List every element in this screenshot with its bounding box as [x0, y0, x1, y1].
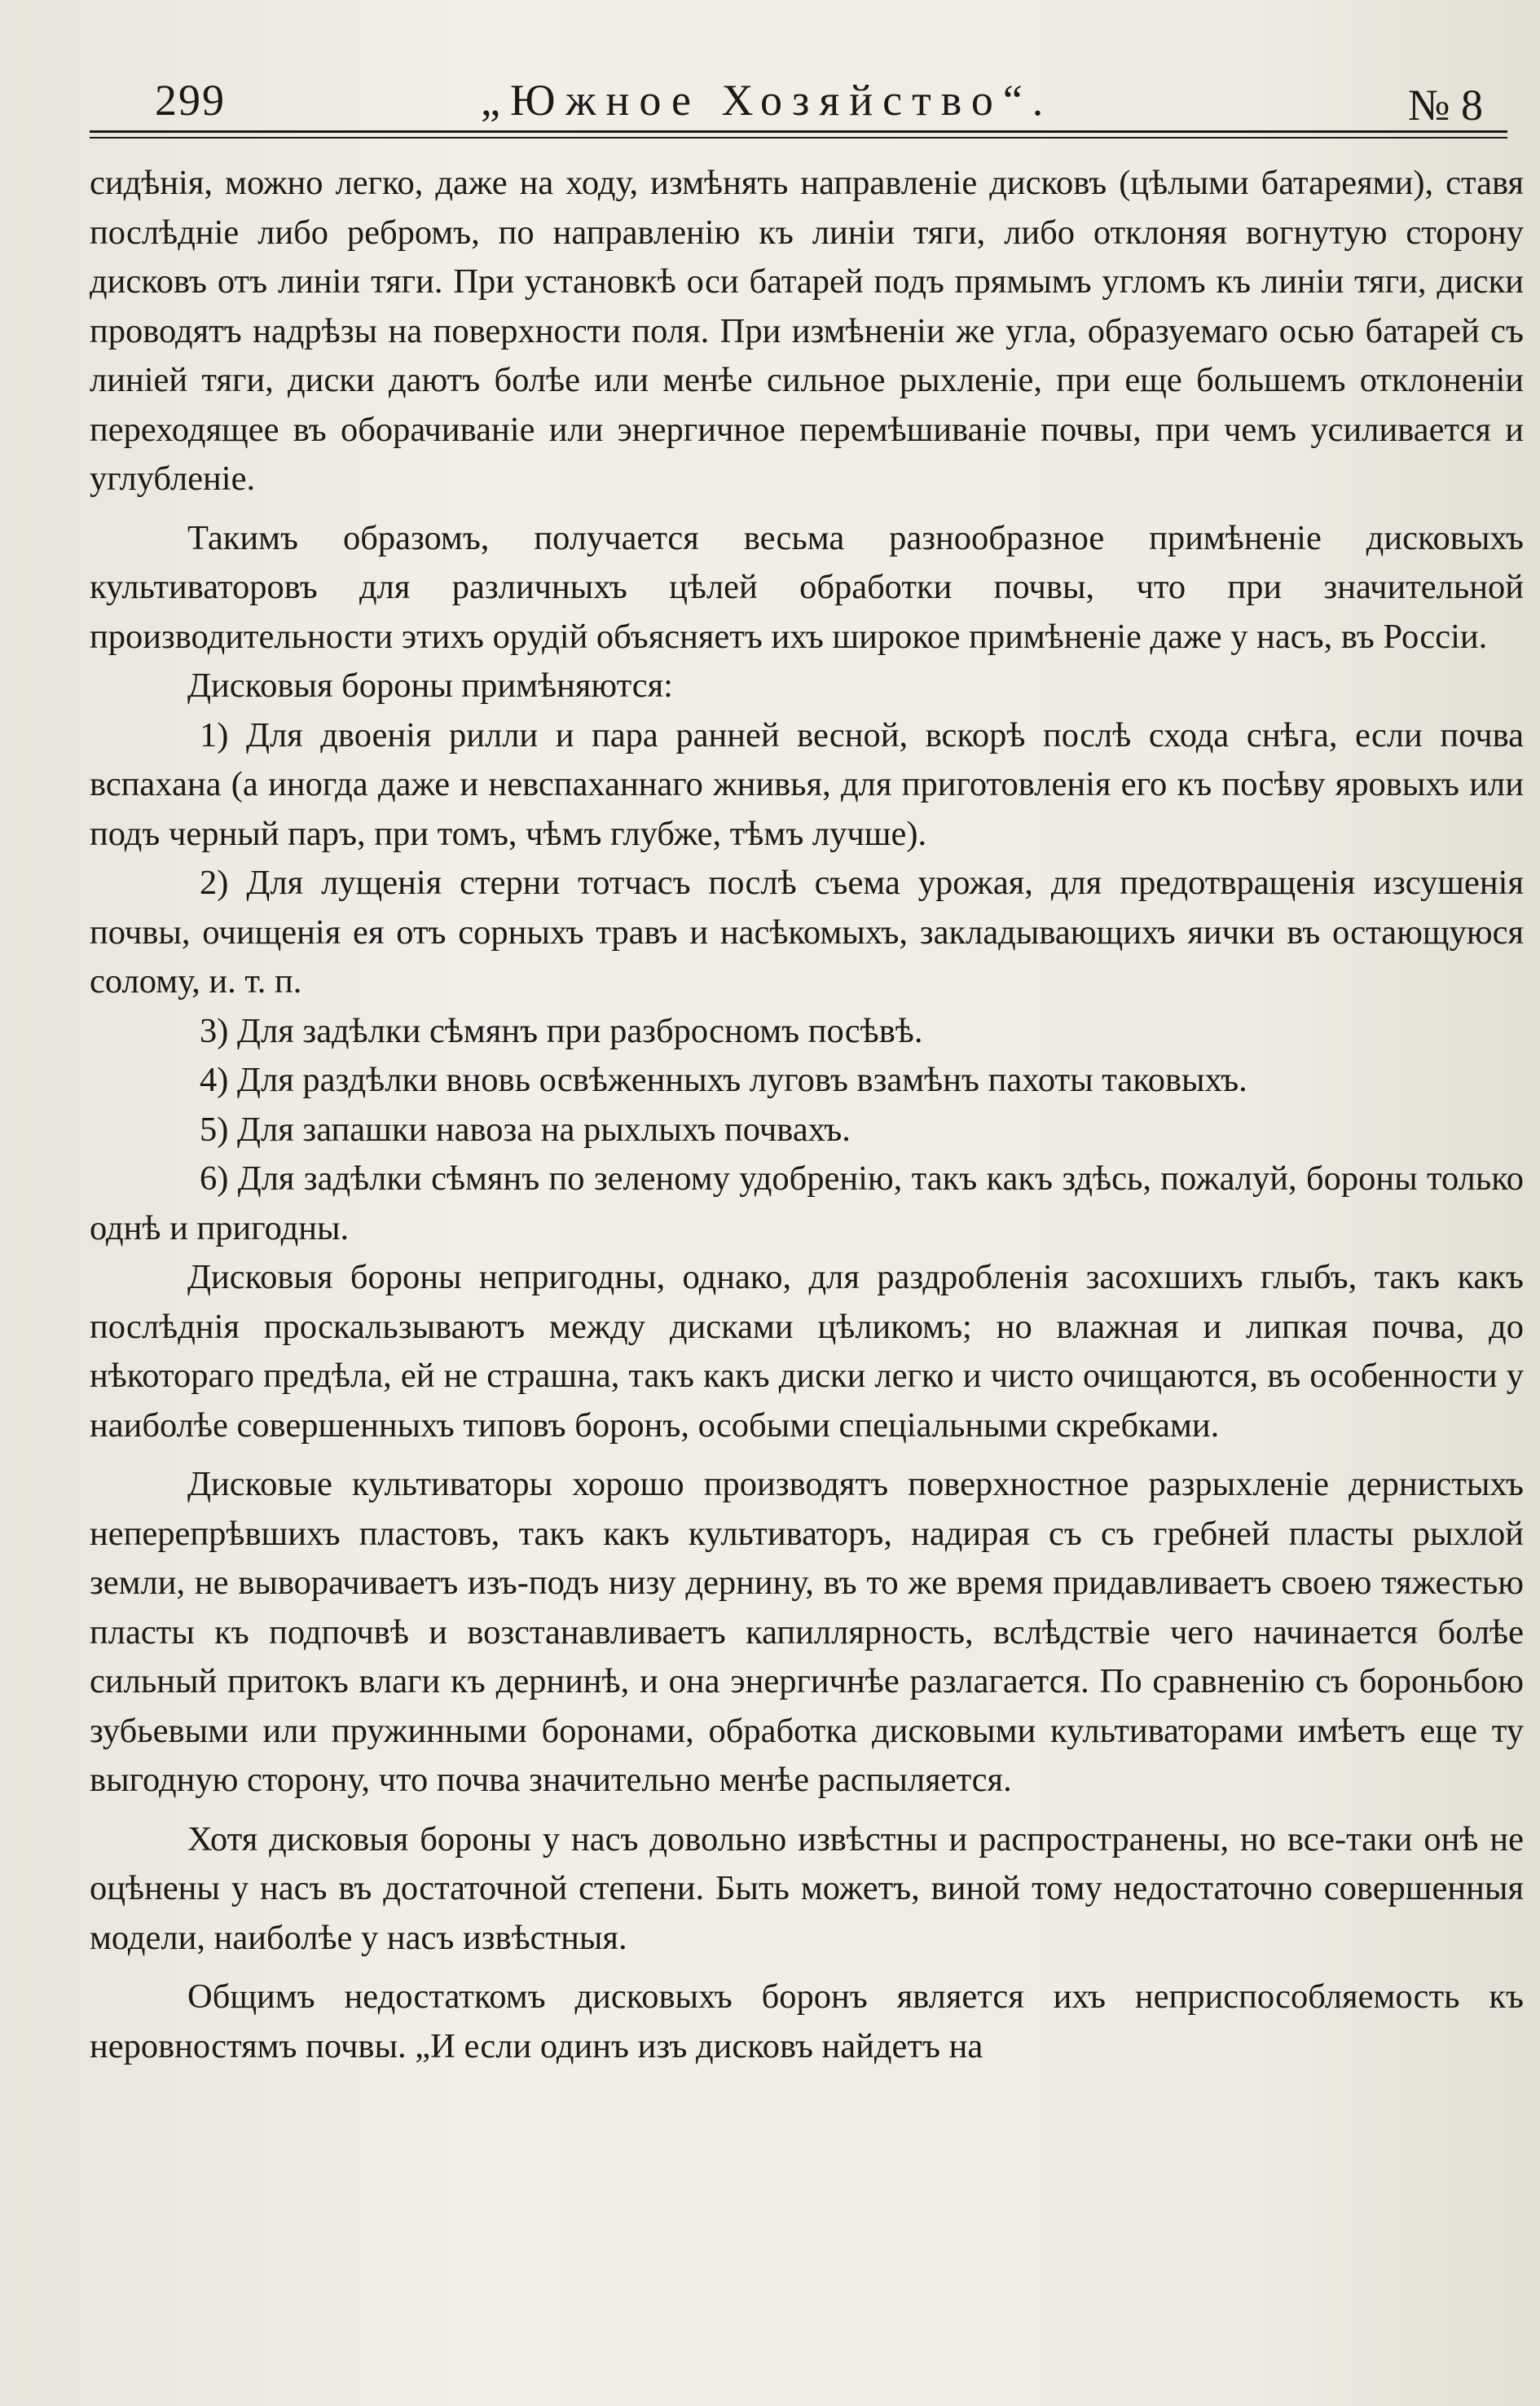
header-rule-thin: [90, 137, 1507, 139]
article-body: [90, 159, 1524, 2071]
list-item: 1) Для двоенія рилли и пара ранней весной, вскорѣ послѣ схода снѣга, если почва вспахана (а иногда даже и невспаханнаго жнивья, для приготовленія его къ посѣву яровыхъ или подъ черный паръ, при томъ, чѣмъ глубже, тѣмъ лучше).: [90, 715, 1524, 853]
paragraph: Дисковыя бороны непригодны, однако, для раздробленія засохшихъ глыбъ, такъ какъ послѣднія проскальзываютъ между дисками цѣликомъ; но влажная и липкая почва, до нѣкотораго предѣла, ей не страшна, такъ какъ диски легко и чисто очищаются, въ особенности у наиболѣе совершенныхъ типовъ боронъ, особыми спеціальными скребками.: [90, 1258, 1524, 1445]
list-item: 6) Для задѣлки сѣмянъ по зеленому удобренію, такъ какъ здѣсь, пожалуй, бороны только однѣ и пригодны.: [90, 1159, 1524, 1247]
header-rule: [90, 130, 1507, 133]
list-item: 3) Для задѣлки сѣмянъ при разбросномъ посѣвѣ.: [200, 1011, 923, 1050]
paragraph: Дисковые культиваторы хорошо производятъ поверхностное разрыхленіе дернистыхъ неперепрѣвшихъ пластовъ, такъ какъ культиваторъ, надирая съ съ гребней пласты рыхлой земли, не выворачиваетъ изъ-подъ низу дернину, въ то же время придавливаетъ своею тяжестью пласты къ подпочвѣ и возстанавливаетъ капиллярность, вслѣдствіе чего начинается болѣе сильный притокъ влаги къ дернинѣ, и она энергичнѣе разлагается. По сравненію съ бороньбою зубьевыми или пружинными боронами, обработка дисковыми культиваторами имѣетъ еще ту выгодную сторону, что почва значительно менѣе распыляется.: [90, 1465, 1524, 1799]
paragraph: Хотя дисковыя бороны у насъ довольно извѣстны и распространены, но все-таки онѣ не оцѣнены у насъ въ достаточной степени. Быть можетъ, виной тому недостаточно совершенныя модели, наиболѣе у насъ извѣстныя.: [90, 1819, 1524, 1957]
journal-title: „Южное Хозяйство“.: [481, 76, 1054, 125]
paragraph: сидѣнія, можно легко, даже на ходу, измѣнять направленіе дисковъ (цѣлыми батареями), ставя послѣдніе либо ребромъ, по направленію къ линіи тяги, либо отклоняя вогнутую сторону дисковъ отъ линіи тяги. При установкѣ оси батарей подъ прямымъ угломъ къ линіи тяги, диски проводятъ надрѣзы на поверхности поля. При измѣненіи же угла, образуемаго осью батарей съ линіей тяги, диски даютъ болѣе или менѣе сильное рыхленіе, при еще большемъ отклоненіи переходящее въ оборачиваніе или энергичное перемѣшиваніе почвы, при чемъ усиливается и углубленіе.: [90, 164, 1524, 498]
paragraph-list-intro: Дисковыя бороны примѣняются:: [187, 666, 673, 705]
list-item: 2) Для лущенія стерни тотчасъ послѣ съема урожая, для предотвращенія изсушенія почвы, очищенія ея отъ сорныхъ травъ и насѣкомыхъ, закладывающихъ яички въ остающуюся солому, и. т. п.: [90, 864, 1524, 1001]
issue-number: № 8: [1407, 81, 1483, 130]
paragraph: Общимъ недостаткомъ дисковыхъ боронъ является ихъ неприспособляемость къ неровностямъ почвы. „И если одинъ изъ дисковъ найдетъ на: [90, 1977, 1524, 2065]
page-number: 299: [155, 76, 226, 125]
paragraph: Такимъ образомъ, получается весьма разнообразное примѣненіе дисковыхъ культиваторовъ для различныхъ цѣлей обработки почвы, что при значительной производительности этихъ орудій объясняетъ ихъ широкое примѣненіе даже у насъ, въ Россіи.: [90, 518, 1524, 656]
list-item: 5) Для запашки навоза на рыхлыхъ почвахъ.: [200, 1110, 851, 1149]
list-item: 4) Для раздѣлки вновь освѣженныхъ луговъ взамѣнъ пахоты таковыхъ.: [200, 1061, 1247, 1099]
